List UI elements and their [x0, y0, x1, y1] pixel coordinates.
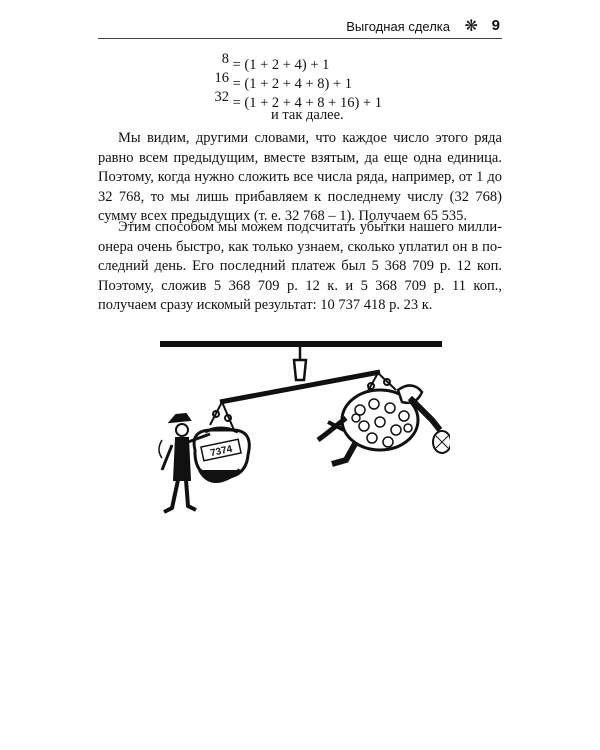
bag-label: 7374 [209, 443, 234, 460]
formula-lhs: 16 [214, 70, 229, 86]
formula-line [214, 69, 382, 92]
formula-line [214, 88, 382, 111]
ornament-icon: ❋ [464, 16, 478, 35]
page-number: 9 [491, 17, 500, 34]
formula-rhs: = (1 + 2 + 4 + 8 + 16) + 1 [229, 95, 382, 111]
top-beam [160, 341, 442, 347]
left-chain [210, 402, 234, 430]
paragraph: Мы видим, другими словами, что каждое число этого ряда равно всем предыдущим, вместе взятым, да еще одна единица. Поэтому, когда нужно сложить все числа ряда, например, от 1 до 32 768, то мы лишь прибавляем к последнему числу (32 768) сумму всех предыдущих (т. е. 32 768 – 1). Получаем 65 535. [98, 130, 502, 224]
formula-line [221, 50, 382, 73]
running-head [98, 18, 502, 39]
formula-lhs: 32 [214, 89, 229, 105]
and-so-on-text: и так далее. [271, 107, 344, 123]
formula-lhs: 8 [221, 51, 229, 67]
hanger [294, 347, 306, 380]
formula-rhs: = (1 + 2 + 4) + 1 [229, 57, 330, 73]
running-title: Выгодная сделка [346, 19, 450, 34]
formula-block [214, 50, 382, 111]
millionaire [318, 385, 450, 464]
scale-illustration [150, 330, 450, 540]
paragraph: Этим способом мы можем подсчитать убытки нашего миллионера очень быстро, как только узнаем, сколько уплатил он в последний день. Его последний платеж был 5 368 709 р. 12 коп. Поэтому, сложив 5 368 709 р. 12 к. и 5 368 709 р. 11 коп., получаем сразу искомый результат: 10 737 418 р. 23 к. [98, 219, 502, 313]
formula-rhs: = (1 + 2 + 4 + 8) + 1 [229, 76, 353, 92]
